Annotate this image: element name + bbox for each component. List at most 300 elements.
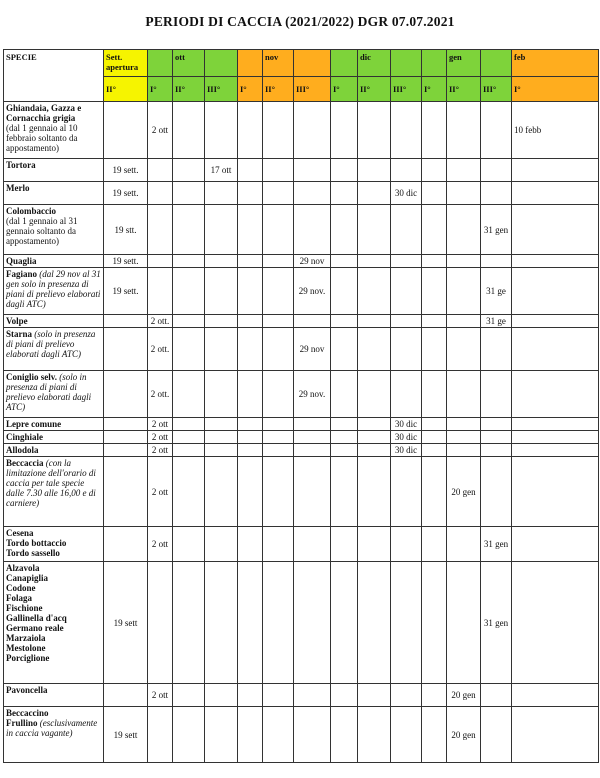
date-cell bbox=[358, 315, 391, 328]
date-cell: 30 dic bbox=[391, 418, 422, 431]
species-note: (con la limitazione dell'orario di caccia per tale specie dalle 7.30 alle 16,00 e di carniere) bbox=[6, 458, 96, 508]
species-cell bbox=[4, 315, 104, 328]
date-cell bbox=[263, 562, 294, 684]
date-cell bbox=[205, 205, 238, 255]
date-cell bbox=[104, 315, 148, 328]
species-note: (solo in presenza di piani di prelievo elaborati dagli ATC) bbox=[6, 329, 96, 359]
date-cell bbox=[173, 205, 205, 255]
date-cell bbox=[447, 182, 481, 205]
date-cell bbox=[104, 527, 148, 562]
date-cell bbox=[238, 684, 263, 707]
date-cell: 30 dic bbox=[391, 182, 422, 205]
species-note: (dal 1 gennaio al 31 gennaio soltanto da appostamento) bbox=[6, 216, 78, 246]
date-cell: 29 nov. bbox=[294, 268, 331, 315]
date-cell bbox=[205, 444, 238, 457]
date-cell bbox=[238, 205, 263, 255]
table-row bbox=[4, 159, 599, 182]
date-cell bbox=[263, 444, 294, 457]
date-cell bbox=[512, 562, 599, 684]
species-cell bbox=[4, 684, 104, 707]
date-cell bbox=[294, 418, 331, 431]
species-note: (solo in presenza di piani di prelievo elaborati dagli ATC) bbox=[6, 372, 92, 412]
date-cell bbox=[447, 159, 481, 182]
date-cell bbox=[512, 328, 599, 371]
date-cell bbox=[358, 431, 391, 444]
date-cell bbox=[205, 562, 238, 684]
date-cell bbox=[263, 159, 294, 182]
date-cell: 2 ott. bbox=[148, 315, 173, 328]
header-decade: III° bbox=[294, 77, 331, 102]
header-decade: III° bbox=[481, 77, 512, 102]
table-row bbox=[4, 205, 599, 255]
header-decade: II° bbox=[263, 77, 294, 102]
header-month-gen: gen bbox=[447, 50, 481, 77]
table-row bbox=[4, 562, 599, 684]
date-cell: 31 gen bbox=[481, 562, 512, 684]
species-name: Tortora bbox=[6, 160, 36, 170]
date-cell bbox=[422, 371, 447, 418]
date-cell: 29 nov. bbox=[294, 371, 331, 418]
date-cell bbox=[422, 315, 447, 328]
date-cell bbox=[238, 431, 263, 444]
date-cell bbox=[447, 328, 481, 371]
date-cell bbox=[294, 182, 331, 205]
date-cell bbox=[481, 444, 512, 457]
date-cell bbox=[447, 255, 481, 268]
date-cell bbox=[481, 182, 512, 205]
date-cell: 19 sett. bbox=[104, 255, 148, 268]
date-cell bbox=[294, 444, 331, 457]
date-cell bbox=[358, 102, 391, 159]
header-decade: III° bbox=[391, 77, 422, 102]
date-cell bbox=[148, 707, 173, 763]
table-row bbox=[4, 707, 599, 763]
date-cell bbox=[205, 182, 238, 205]
date-cell bbox=[331, 315, 358, 328]
header-specie: SPECIE bbox=[4, 50, 104, 102]
species-cell bbox=[4, 431, 104, 444]
table-row bbox=[4, 457, 599, 527]
date-cell bbox=[173, 444, 205, 457]
date-cell bbox=[205, 418, 238, 431]
date-cell bbox=[238, 102, 263, 159]
date-cell bbox=[391, 315, 422, 328]
date-cell bbox=[422, 182, 447, 205]
header-month-dic: dic bbox=[358, 50, 391, 77]
date-cell bbox=[173, 102, 205, 159]
date-cell bbox=[358, 527, 391, 562]
date-cell bbox=[294, 431, 331, 444]
date-cell: 20 gen bbox=[447, 684, 481, 707]
date-cell bbox=[263, 527, 294, 562]
date-cell bbox=[481, 684, 512, 707]
date-cell bbox=[358, 182, 391, 205]
date-cell bbox=[205, 328, 238, 371]
date-cell bbox=[512, 182, 599, 205]
date-cell bbox=[481, 707, 512, 763]
species-cell bbox=[4, 527, 104, 562]
date-cell bbox=[263, 328, 294, 371]
table-row bbox=[4, 418, 599, 431]
date-cell bbox=[391, 205, 422, 255]
date-cell bbox=[173, 562, 205, 684]
species-name: Quaglia bbox=[6, 256, 37, 266]
date-cell bbox=[331, 182, 358, 205]
header-decade: III° bbox=[205, 77, 238, 102]
date-cell bbox=[205, 527, 238, 562]
date-cell bbox=[294, 159, 331, 182]
date-cell bbox=[205, 707, 238, 763]
date-cell bbox=[358, 444, 391, 457]
date-cell bbox=[512, 707, 599, 763]
date-cell bbox=[422, 707, 447, 763]
species-name: Beccaccino Frullino bbox=[6, 708, 49, 728]
header-decade: I° bbox=[422, 77, 447, 102]
date-cell bbox=[481, 255, 512, 268]
date-cell bbox=[447, 562, 481, 684]
date-cell bbox=[331, 102, 358, 159]
species-name: Alzavola Canapiglia Codone Folaga Fischione Gallinella d'acq Germano reale Marzaiola Mestolone Porciglione bbox=[6, 563, 67, 663]
date-cell bbox=[238, 457, 263, 527]
table-row bbox=[4, 182, 599, 205]
date-cell bbox=[263, 371, 294, 418]
date-cell bbox=[481, 102, 512, 159]
date-cell bbox=[481, 371, 512, 418]
date-cell bbox=[391, 328, 422, 371]
date-cell bbox=[104, 371, 148, 418]
date-cell bbox=[358, 707, 391, 763]
date-cell bbox=[173, 255, 205, 268]
date-cell bbox=[294, 315, 331, 328]
date-cell bbox=[104, 102, 148, 159]
date-cell bbox=[358, 684, 391, 707]
date-cell bbox=[104, 418, 148, 431]
date-cell bbox=[205, 371, 238, 418]
date-cell bbox=[331, 684, 358, 707]
date-cell bbox=[263, 315, 294, 328]
date-cell bbox=[205, 255, 238, 268]
species-cell bbox=[4, 444, 104, 457]
date-cell bbox=[512, 418, 599, 431]
date-cell bbox=[512, 205, 599, 255]
date-cell bbox=[358, 371, 391, 418]
table-row bbox=[4, 444, 599, 457]
date-cell bbox=[263, 431, 294, 444]
date-cell bbox=[391, 371, 422, 418]
date-cell bbox=[173, 182, 205, 205]
species-cell bbox=[4, 457, 104, 527]
species-name: Beccaccia bbox=[6, 458, 44, 468]
date-cell bbox=[422, 527, 447, 562]
species-cell bbox=[4, 418, 104, 431]
species-name: Ghiandaia, Gazza e Cornacchia grigia bbox=[6, 103, 82, 123]
header-decade: II° bbox=[173, 77, 205, 102]
date-cell: 2 ott bbox=[148, 457, 173, 527]
date-cell bbox=[294, 684, 331, 707]
date-cell: 19 sett. bbox=[104, 182, 148, 205]
date-cell bbox=[422, 159, 447, 182]
date-cell bbox=[238, 444, 263, 457]
date-cell: 2 ott bbox=[148, 102, 173, 159]
species-name: Lepre comune bbox=[6, 419, 62, 429]
date-cell bbox=[104, 444, 148, 457]
date-cell bbox=[331, 205, 358, 255]
species-cell bbox=[4, 707, 104, 763]
date-cell bbox=[104, 457, 148, 527]
date-cell: 19 sett. bbox=[104, 159, 148, 182]
date-cell bbox=[358, 328, 391, 371]
table-row bbox=[4, 102, 599, 159]
header-month-ott: ott bbox=[173, 50, 205, 77]
date-cell bbox=[238, 315, 263, 328]
date-cell bbox=[238, 371, 263, 418]
date-cell bbox=[148, 268, 173, 315]
date-cell bbox=[238, 707, 263, 763]
date-cell bbox=[391, 527, 422, 562]
date-cell bbox=[422, 255, 447, 268]
date-cell bbox=[512, 255, 599, 268]
species-cell bbox=[4, 205, 104, 255]
date-cell: 17 ott bbox=[205, 159, 238, 182]
date-cell bbox=[447, 102, 481, 159]
date-cell: 19 sett. bbox=[104, 268, 148, 315]
date-cell bbox=[512, 457, 599, 527]
date-cell bbox=[294, 457, 331, 527]
date-cell bbox=[238, 562, 263, 684]
date-cell bbox=[422, 268, 447, 315]
date-cell: 30 dic bbox=[391, 444, 422, 457]
date-cell bbox=[422, 444, 447, 457]
date-cell bbox=[205, 268, 238, 315]
date-cell bbox=[331, 707, 358, 763]
table-row bbox=[4, 328, 599, 371]
date-cell bbox=[331, 431, 358, 444]
date-cell bbox=[173, 457, 205, 527]
date-cell: 19 sett bbox=[104, 562, 148, 684]
date-cell bbox=[358, 255, 391, 268]
date-cell bbox=[148, 159, 173, 182]
date-cell bbox=[447, 527, 481, 562]
date-cell bbox=[358, 159, 391, 182]
date-cell bbox=[391, 684, 422, 707]
date-cell bbox=[263, 268, 294, 315]
date-cell bbox=[238, 182, 263, 205]
date-cell bbox=[331, 457, 358, 527]
date-cell bbox=[104, 431, 148, 444]
date-cell: 31 gen bbox=[481, 205, 512, 255]
date-cell bbox=[422, 431, 447, 444]
species-cell bbox=[4, 328, 104, 371]
date-cell bbox=[173, 328, 205, 371]
header-row-months bbox=[4, 50, 599, 77]
species-cell bbox=[4, 371, 104, 418]
species-name: Cinghiale bbox=[6, 432, 44, 442]
header-decade: II° bbox=[358, 77, 391, 102]
table-row bbox=[4, 431, 599, 444]
date-cell bbox=[391, 457, 422, 527]
date-cell bbox=[512, 431, 599, 444]
date-cell bbox=[447, 371, 481, 418]
species-name: Coniglio selv. bbox=[6, 372, 58, 382]
date-cell bbox=[331, 255, 358, 268]
date-cell: 19 stt. bbox=[104, 205, 148, 255]
date-cell bbox=[331, 328, 358, 371]
species-name: Starna bbox=[6, 329, 33, 339]
date-cell bbox=[205, 102, 238, 159]
header-month-nov: nov bbox=[263, 50, 294, 77]
species-cell bbox=[4, 255, 104, 268]
date-cell bbox=[294, 205, 331, 255]
date-cell bbox=[263, 418, 294, 431]
header-decade: I° bbox=[238, 77, 263, 102]
date-cell bbox=[391, 102, 422, 159]
date-cell bbox=[422, 328, 447, 371]
date-cell: 2 ott. bbox=[148, 371, 173, 418]
date-cell bbox=[263, 182, 294, 205]
date-cell: 31 gen bbox=[481, 527, 512, 562]
species-note: (esclusivamente in caccia vagante) bbox=[6, 718, 98, 738]
date-cell bbox=[358, 205, 391, 255]
date-cell bbox=[148, 182, 173, 205]
date-cell bbox=[263, 684, 294, 707]
date-cell bbox=[422, 205, 447, 255]
date-cell bbox=[263, 102, 294, 159]
table-row bbox=[4, 255, 599, 268]
date-cell bbox=[422, 418, 447, 431]
date-cell bbox=[447, 431, 481, 444]
date-cell bbox=[294, 562, 331, 684]
date-cell bbox=[447, 205, 481, 255]
date-cell bbox=[512, 444, 599, 457]
date-cell: 2 ott bbox=[148, 418, 173, 431]
date-cell bbox=[238, 159, 263, 182]
date-cell bbox=[512, 268, 599, 315]
species-name: Allodola bbox=[6, 445, 39, 455]
page-title: PERIODI DI CACCIA (2021/2022) DGR 07.07.2021 bbox=[145, 14, 455, 29]
date-cell: 2 ott bbox=[148, 527, 173, 562]
date-cell bbox=[148, 255, 173, 268]
date-cell bbox=[512, 371, 599, 418]
species-cell bbox=[4, 182, 104, 205]
species-cell bbox=[4, 268, 104, 315]
date-cell bbox=[422, 562, 447, 684]
species-cell bbox=[4, 102, 104, 159]
date-cell bbox=[173, 431, 205, 444]
header-sett-apertura: Sett. apertura bbox=[104, 50, 148, 77]
date-cell bbox=[481, 418, 512, 431]
date-cell bbox=[263, 255, 294, 268]
date-cell bbox=[391, 707, 422, 763]
table-row bbox=[4, 268, 599, 315]
date-cell: 2 ott bbox=[148, 431, 173, 444]
date-cell bbox=[205, 431, 238, 444]
table-row bbox=[4, 527, 599, 562]
date-cell: 19 sett bbox=[104, 707, 148, 763]
header-decade: I° bbox=[512, 77, 599, 102]
date-cell bbox=[294, 527, 331, 562]
date-cell bbox=[391, 562, 422, 684]
date-cell bbox=[294, 102, 331, 159]
date-cell bbox=[447, 444, 481, 457]
date-cell bbox=[148, 205, 173, 255]
header-decade: II° bbox=[104, 77, 148, 102]
date-cell bbox=[391, 268, 422, 315]
table-row bbox=[4, 371, 599, 418]
species-name: Pavoncella bbox=[6, 685, 48, 695]
hunting-periods-table bbox=[3, 49, 599, 763]
date-cell bbox=[173, 684, 205, 707]
date-cell bbox=[104, 328, 148, 371]
date-cell: 2 ott. bbox=[148, 328, 173, 371]
date-cell bbox=[238, 328, 263, 371]
date-cell bbox=[238, 527, 263, 562]
date-cell bbox=[358, 562, 391, 684]
header-decade: I° bbox=[331, 77, 358, 102]
date-cell bbox=[173, 159, 205, 182]
date-cell bbox=[205, 315, 238, 328]
date-cell: 30 dic bbox=[391, 431, 422, 444]
date-cell bbox=[238, 255, 263, 268]
date-cell: 31 ge bbox=[481, 268, 512, 315]
date-cell: 20 gen bbox=[447, 707, 481, 763]
date-cell bbox=[205, 684, 238, 707]
date-cell bbox=[238, 418, 263, 431]
date-cell bbox=[331, 159, 358, 182]
date-cell bbox=[173, 527, 205, 562]
date-cell: 10 febb bbox=[512, 102, 599, 159]
species-name: Colombaccio bbox=[6, 206, 56, 216]
date-cell: 29 nov bbox=[294, 255, 331, 268]
date-cell: 2 ott bbox=[148, 684, 173, 707]
date-cell bbox=[331, 562, 358, 684]
date-cell bbox=[173, 268, 205, 315]
date-cell bbox=[512, 527, 599, 562]
date-cell bbox=[481, 457, 512, 527]
date-cell bbox=[391, 159, 422, 182]
date-cell bbox=[512, 315, 599, 328]
date-cell bbox=[422, 684, 447, 707]
header-decade: I° bbox=[148, 77, 173, 102]
date-cell: 31 ge bbox=[481, 315, 512, 328]
date-cell bbox=[358, 457, 391, 527]
date-cell bbox=[238, 268, 263, 315]
date-cell bbox=[331, 418, 358, 431]
date-cell bbox=[512, 159, 599, 182]
date-cell bbox=[481, 328, 512, 371]
species-name: Volpe bbox=[6, 316, 28, 326]
date-cell bbox=[173, 315, 205, 328]
date-cell bbox=[422, 102, 447, 159]
date-cell bbox=[447, 268, 481, 315]
date-cell bbox=[263, 707, 294, 763]
date-cell bbox=[173, 707, 205, 763]
date-cell: 2 ott bbox=[148, 444, 173, 457]
date-cell bbox=[331, 444, 358, 457]
species-note: (dal 1 gennaio al 10 febbraio soltanto da appostamento) bbox=[6, 123, 78, 153]
date-cell bbox=[447, 315, 481, 328]
date-cell bbox=[358, 268, 391, 315]
date-cell: 20 gen bbox=[447, 457, 481, 527]
date-cell bbox=[263, 205, 294, 255]
date-cell bbox=[391, 255, 422, 268]
date-cell bbox=[173, 371, 205, 418]
date-cell bbox=[148, 562, 173, 684]
date-cell bbox=[263, 457, 294, 527]
date-cell bbox=[358, 418, 391, 431]
date-cell: 29 nov bbox=[294, 328, 331, 371]
date-cell bbox=[512, 684, 599, 707]
header-decade: II° bbox=[447, 77, 481, 102]
